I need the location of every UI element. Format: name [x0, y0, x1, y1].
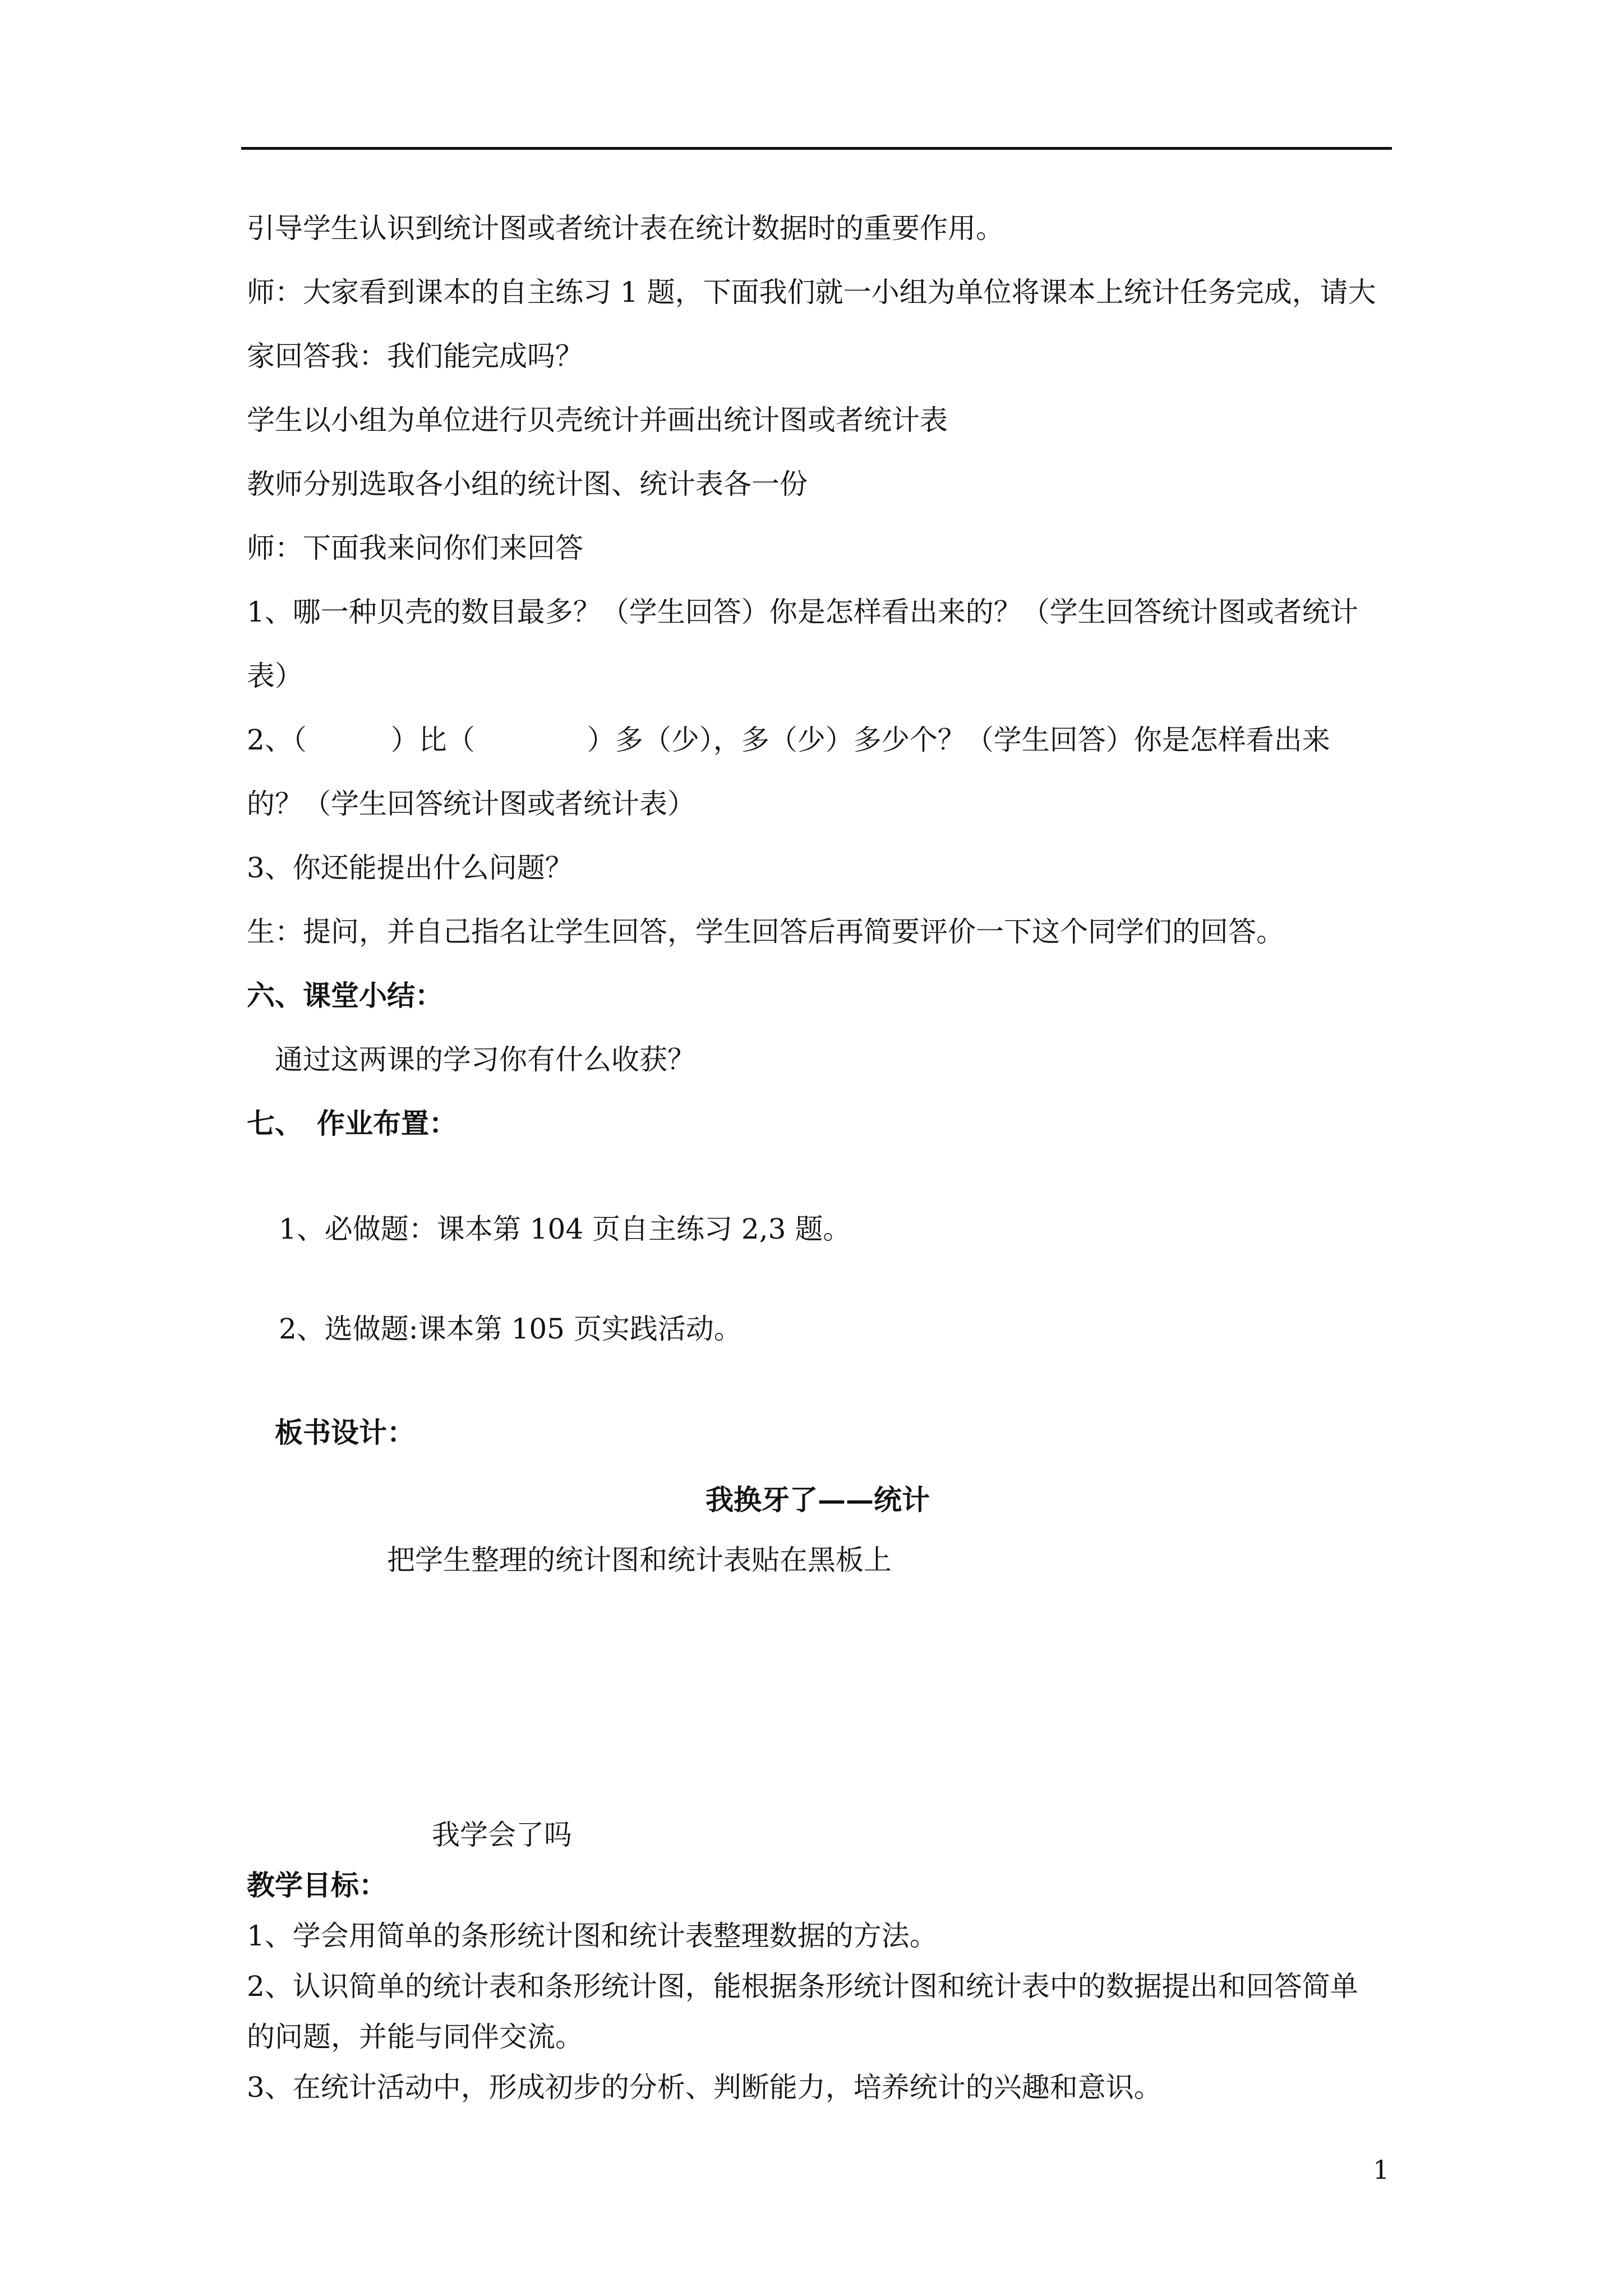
objectives-heading: 教学目标：: [247, 1869, 387, 1902]
paragraph-line: 1、哪一种贝壳的数目最多？（学生回答）你是怎样看出来的？（学生回答统计图或者统计: [247, 596, 1358, 628]
board-design-heading: 板书设计：: [275, 1416, 415, 1449]
section-heading-homework: 七、 作业布置：: [247, 1107, 457, 1140]
objective-item-continued: 的问题，并能与同伴交流。: [247, 2021, 583, 2053]
paragraph-line: 通过这两课的学习你有什么收获？: [275, 1043, 695, 1076]
objective-item: 1、学会用简单的条形统计图和统计表整理数据的方法。: [247, 1920, 938, 1952]
paragraph-line: 教师分别选取各小组的统计图、统计表各一份: [247, 468, 808, 500]
section-heading-summary: 六、课堂小结：: [247, 979, 443, 1012]
paragraph-line: 2、（ ）比（ ）多（少），多（少）多少个？（学生回答）你是怎样看出来: [247, 724, 1330, 756]
lesson-title: 我学会了吗: [432, 1819, 572, 1851]
paragraph-line: 3、你还能提出什么问题？: [247, 852, 573, 884]
paragraph-line: 表）: [247, 660, 303, 692]
homework-item: 1、必做题：课本第 104 页自主练习 2,3 题。: [279, 1213, 851, 1245]
header-rule: [241, 147, 1392, 150]
paragraph-line: 师：下面我来问你们来回答: [247, 532, 583, 564]
board-note: 把学生整理的统计图和统计表贴在黑板上: [387, 1544, 892, 1576]
paragraph-line: 引导学生认识到统计图或者统计表在统计数据时的重要作用。: [247, 212, 1004, 245]
homework-item: 2、选做题:课本第 105 页实践活动。: [279, 1313, 742, 1345]
objective-item: 3、在统计活动中，形成初步的分析、判断能力，培养统计的兴趣和意识。: [247, 2071, 1162, 2104]
objective-item: 2、认识简单的统计表和条形统计图，能根据条形统计图和统计表中的数据提出和回答简单: [247, 1970, 1358, 2003]
paragraph-line: 学生以小组为单位进行贝壳统计并画出统计图或者统计表: [247, 404, 948, 436]
paragraph-line: 师：大家看到课本的自主练习 1 题，下面我们就一小组为单位将课本上统计任务完成，请大: [247, 276, 1376, 309]
page-number: 1: [1373, 2155, 1390, 2185]
paragraph-line: 生：提问，并自己指名让学生回答，学生回答后再简要评价一下这个同学们的回答。: [247, 915, 1284, 948]
paragraph-line: 的？（学生回答统计图或者统计表）: [247, 788, 695, 820]
board-title: 我换牙了——统计: [706, 1483, 930, 1516]
paragraph-line: 家回答我：我们能完成吗？: [247, 340, 583, 372]
